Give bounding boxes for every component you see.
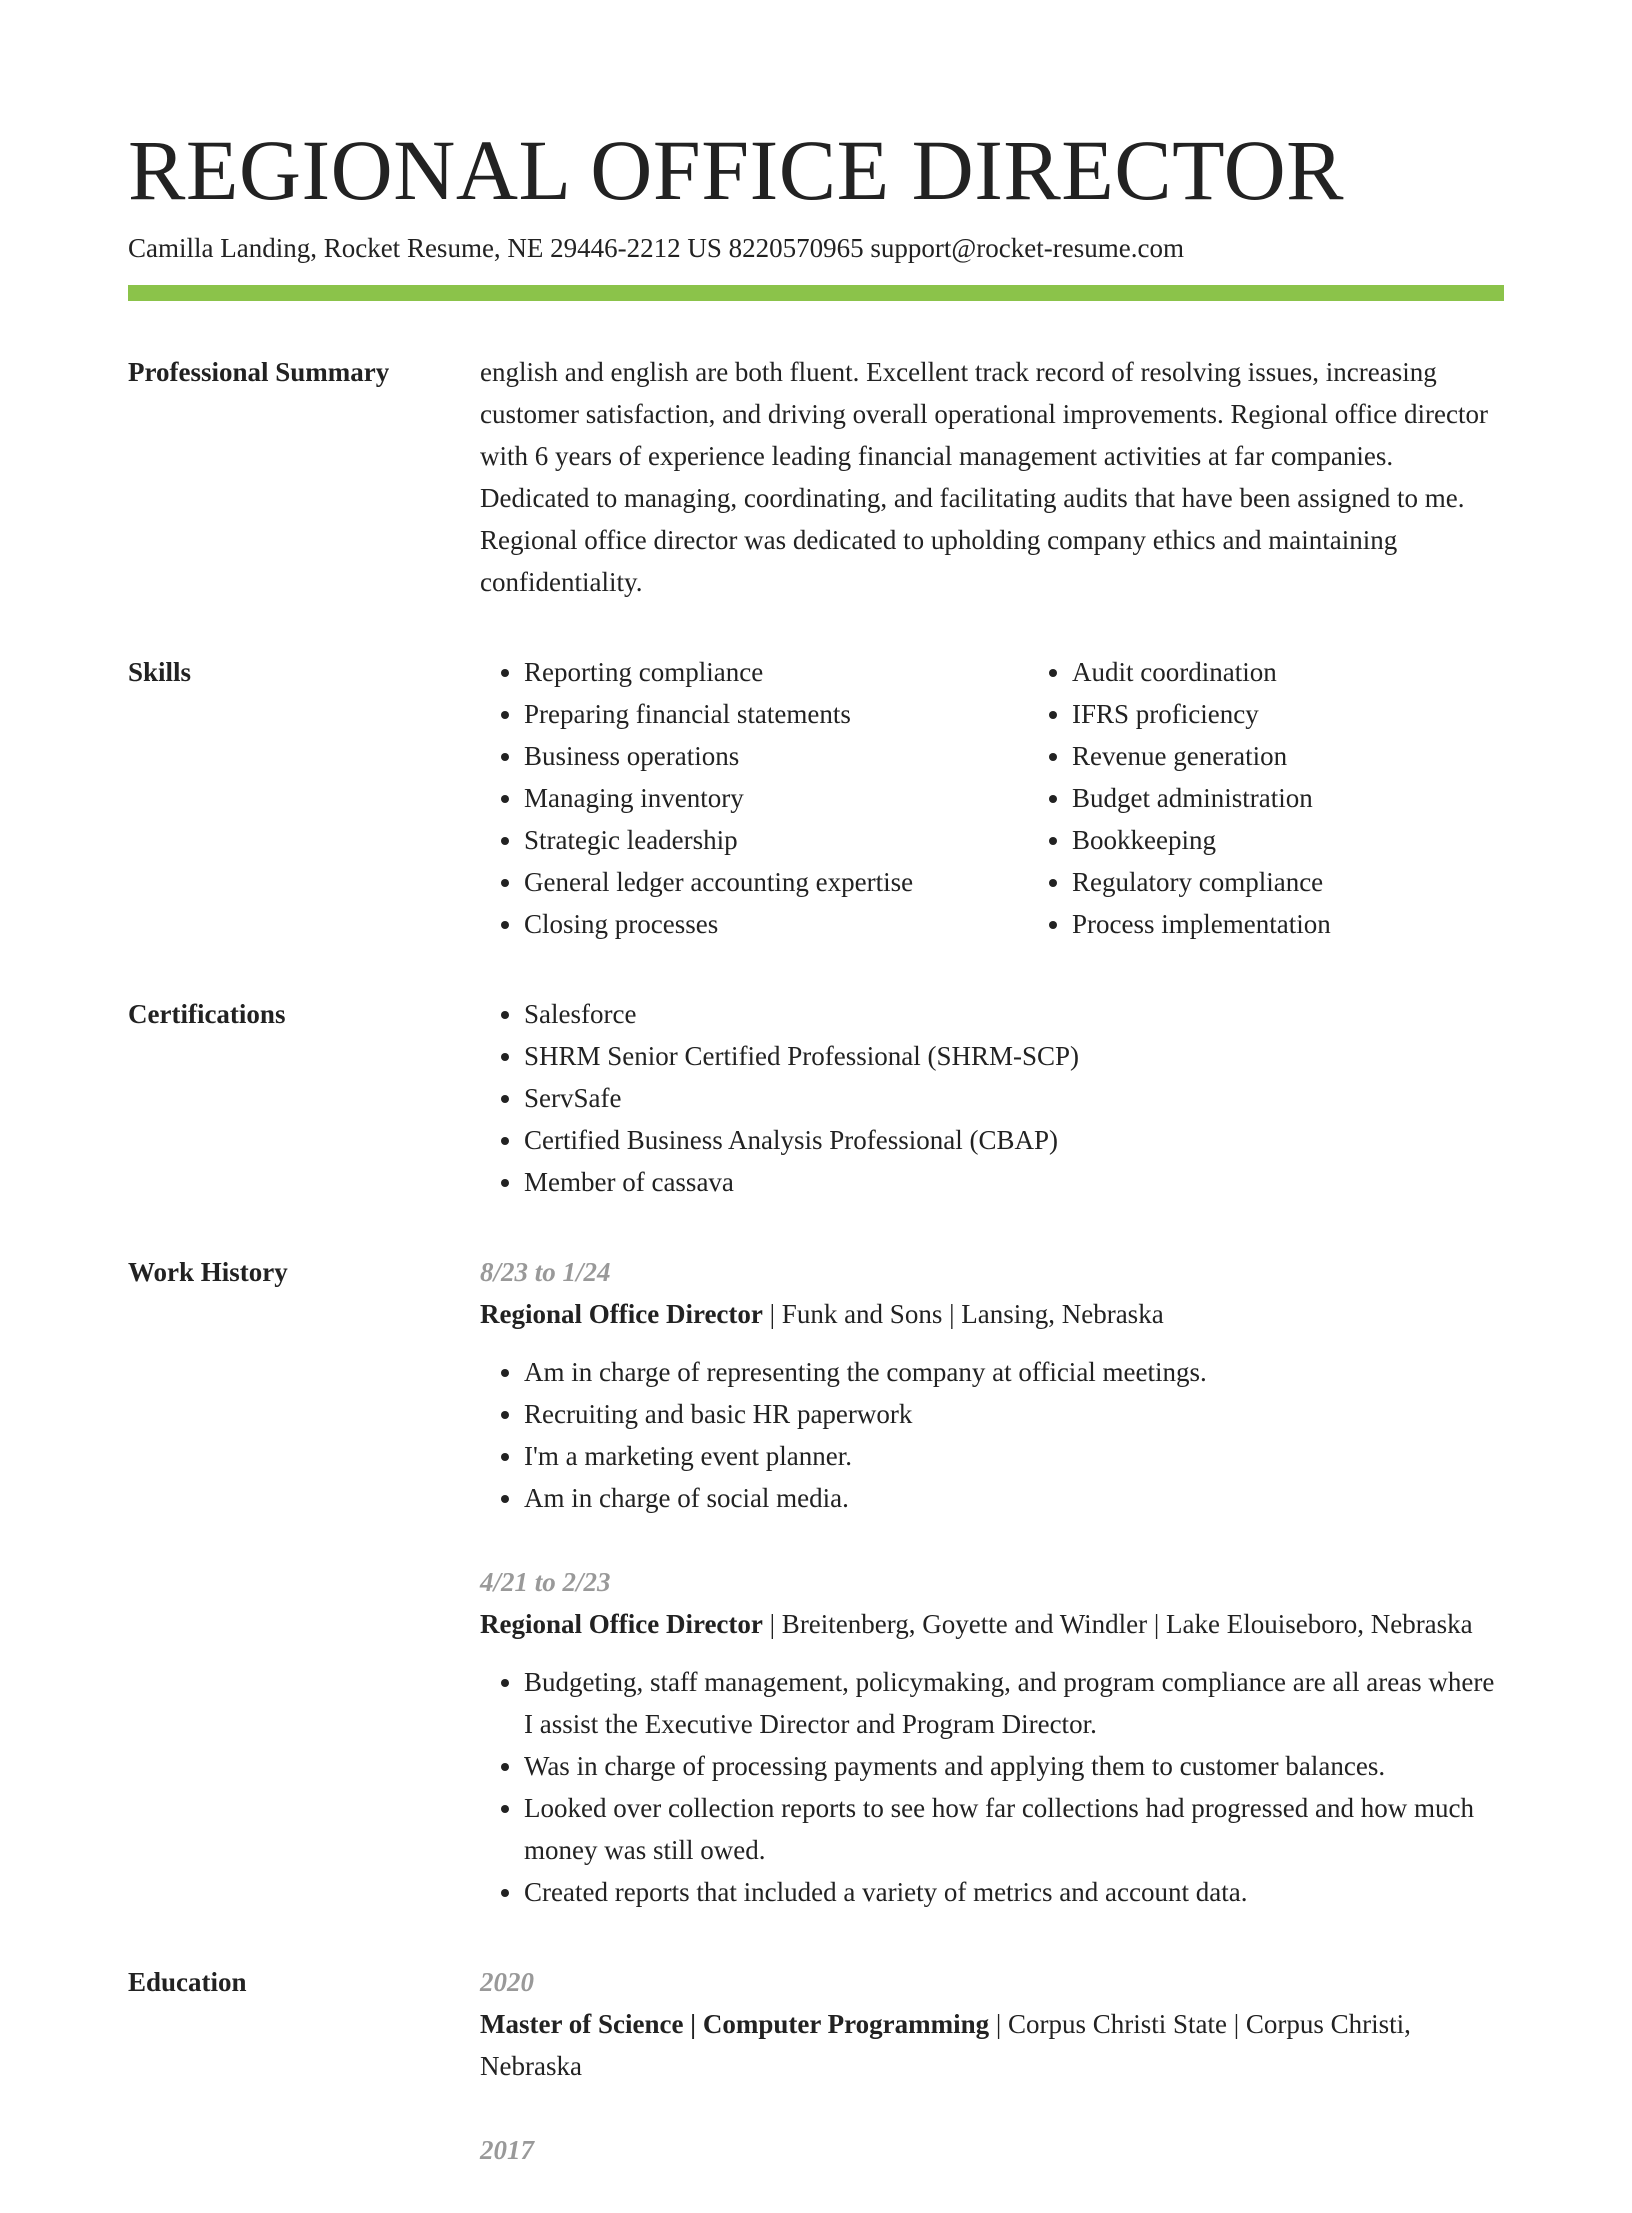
education-degree: Master of Science | Computer Programming bbox=[480, 2009, 990, 2039]
job-title: Regional Office Director bbox=[480, 1609, 763, 1639]
skill-item: • Bookkeeping bbox=[1072, 819, 1576, 861]
skills-list-left bbox=[480, 651, 1028, 945]
job-bullet: • Am in charge of social media. bbox=[524, 1477, 1504, 1519]
job-header bbox=[480, 1293, 1504, 1335]
contact-line: Camilla Landing, Rocket Resume, NE 29446-2212 US 8220570965 support@rocket-resume.com bbox=[128, 233, 1184, 263]
education-section bbox=[128, 1961, 1504, 2213]
skills-heading: Skills bbox=[128, 657, 192, 687]
job-dates: 8/23 to 1/24 bbox=[480, 1257, 611, 1287]
job-bullet: • Was in charge of processing payments and applying them to customer balances. bbox=[524, 1745, 1504, 1787]
header-divider bbox=[128, 285, 1504, 301]
certifications-section bbox=[128, 993, 1504, 1203]
certification-item: • Salesforce bbox=[524, 993, 1504, 1035]
skill-item: • Reporting compliance bbox=[524, 651, 1028, 693]
skill-item: • Strategic leadership bbox=[524, 819, 1028, 861]
skill-item: • Budget administration bbox=[1072, 777, 1576, 819]
skills-section bbox=[128, 651, 1504, 945]
job-bullet: • Looked over collection reports to see how far collections had progressed and how much money was still owed. bbox=[524, 1787, 1504, 1871]
work-history-section bbox=[128, 1251, 1504, 1913]
certification-item: • SHRM Senior Certified Professional (SHRM-SCP) bbox=[524, 1035, 1504, 1077]
summary-heading: Professional Summary bbox=[128, 357, 390, 387]
skill-item: • Closing processes bbox=[524, 903, 1028, 945]
job-dates: 4/21 to 2/23 bbox=[480, 1567, 611, 1597]
skill-item: • Revenue generation bbox=[1072, 735, 1576, 777]
skill-item: • IFRS proficiency bbox=[1072, 693, 1576, 735]
resume-page bbox=[128, 0, 1504, 2213]
certification-item: • Certified Business Analysis Professional (CBAP) bbox=[524, 1119, 1504, 1161]
job-title: Regional Office Director bbox=[480, 1299, 763, 1329]
job-bullets bbox=[480, 1351, 1504, 1519]
education-entry bbox=[480, 1961, 1504, 2087]
job-entry bbox=[480, 1251, 1504, 1519]
skill-item: • Preparing financial statements bbox=[524, 693, 1028, 735]
education-year: 2020 bbox=[480, 1967, 534, 1997]
education-entry bbox=[480, 2129, 1504, 2171]
job-bullet: • Created reports that included a variety of metrics and account data. bbox=[524, 1871, 1504, 1913]
work-history-heading: Work History bbox=[128, 1257, 288, 1287]
job-bullets bbox=[480, 1661, 1504, 1913]
education-year: 2017 bbox=[480, 2135, 534, 2165]
job-bullet: • Recruiting and basic HR paperwork bbox=[524, 1393, 1504, 1435]
job-bullet: • Budgeting, staff management, policymaking, and program compliance are all areas where I assist the Executive Director and Program Director. bbox=[524, 1661, 1504, 1745]
education-header bbox=[480, 2003, 1504, 2087]
job-entry bbox=[480, 1561, 1504, 1913]
summary-text: english and english are both fluent. Excellent track record of resolving issues, increasing customer satisfaction, and driving overall operational improvements. Regional office director with 6 years of experience leading financial management activities at far companies. Dedicated to managing, coordinating, and facilitating audits that have been assigned to me. Regional office director was dedicated to upholding company ethics and maintaining confidentiality. bbox=[480, 357, 1488, 597]
education-details: | Corpus Christi State | Corpus Christi, Nebraska bbox=[480, 2009, 1411, 2081]
job-bullet: • I'm a marketing event planner. bbox=[524, 1435, 1504, 1477]
skill-item: • Regulatory compliance bbox=[1072, 861, 1576, 903]
education-heading: Education bbox=[128, 1967, 247, 1997]
certification-item: • ServSafe bbox=[524, 1077, 1504, 1119]
skill-item: • Business operations bbox=[524, 735, 1028, 777]
page-title: REGIONAL OFFICE DIRECTOR bbox=[128, 122, 1345, 218]
skill-item: • Audit coordination bbox=[1072, 651, 1576, 693]
certifications-heading: Certifications bbox=[128, 999, 286, 1029]
certifications-list bbox=[480, 993, 1504, 1203]
certification-item: • Member of cassava bbox=[524, 1161, 1504, 1203]
skill-item: • Managing inventory bbox=[524, 777, 1028, 819]
summary-section bbox=[128, 351, 1504, 603]
job-details: | Funk and Sons | Lansing, Nebraska bbox=[762, 1299, 1164, 1329]
job-header bbox=[480, 1603, 1504, 1645]
job-details: | Breitenberg, Goyette and Windler | Lake Elouiseboro, Nebraska bbox=[762, 1609, 1473, 1639]
job-bullet: • Am in charge of representing the company at official meetings. bbox=[524, 1351, 1504, 1393]
skill-item: • General ledger accounting expertise bbox=[524, 861, 1028, 903]
skills-list-right bbox=[1028, 651, 1576, 945]
skill-item: • Process implementation bbox=[1072, 903, 1576, 945]
